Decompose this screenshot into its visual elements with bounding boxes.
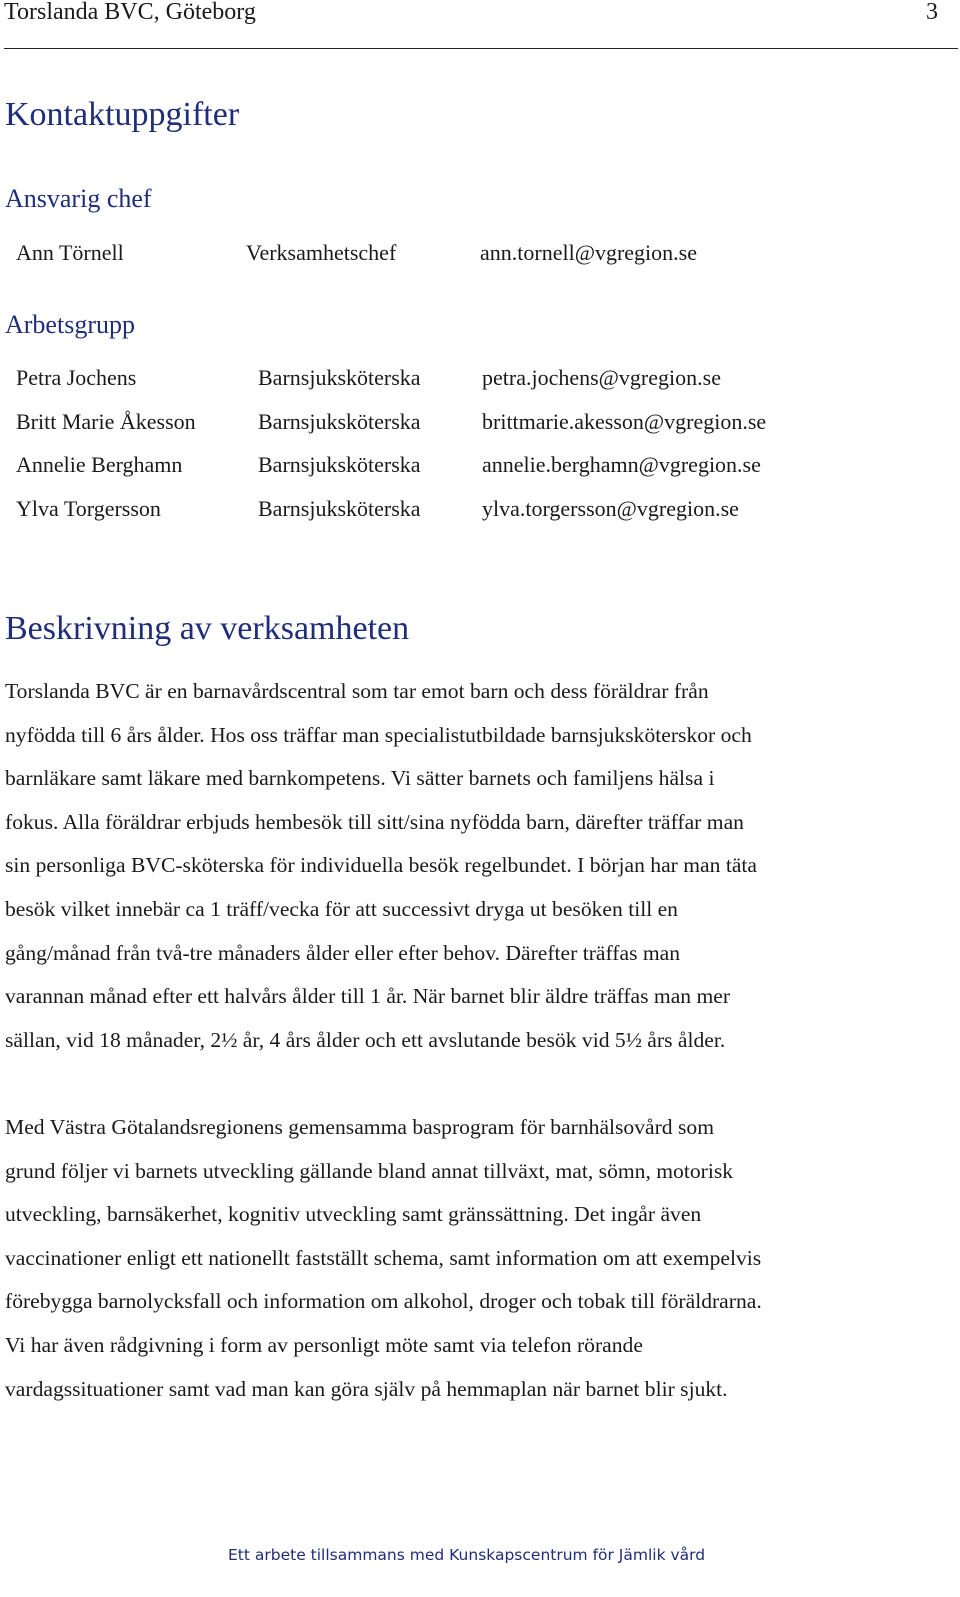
header-divider [4, 48, 958, 49]
member-name: Ylva Torgersson [16, 496, 161, 521]
group-member-row [0, 494, 960, 524]
group-member-row [0, 407, 960, 437]
member-role: Barnsjuksköterska [258, 452, 421, 477]
paragraph-line: besök vilket innebär ca 1 träff/vecka för att successivt dryga ut besöken till en [5, 896, 678, 921]
chef-role: Verksamhetschef [246, 240, 397, 265]
paragraph-line: sällan, vid 18 månader, 2½ år, 4 års ålder och ett avslutande besök vid 5½ års ålder. [5, 1027, 726, 1052]
group-heading: Arbetsgrupp [5, 310, 135, 339]
contact-heading: Kontaktuppgifter [5, 96, 240, 133]
member-name: Petra Jochens [16, 365, 137, 390]
member-email: petra.jochens@vgregion.se [482, 365, 721, 390]
paragraph-line: förebygga barnolycksfall och information om alkohol, droger och tobak till föräldrarna. [5, 1289, 762, 1314]
paragraph-line: grund följer vi barnets utveckling gällande bland annat tillväxt, mat, sömn, motorisk [5, 1158, 734, 1183]
member-email: annelie.berghamn@vgregion.se [482, 452, 761, 477]
paragraph-line: vardagssituationer samt vad man kan göra själv på hemmaplan när barnet blir sjukt. [5, 1376, 728, 1401]
paragraph-line: nyfödda till 6 års ålder. Hos oss träffar man specialistutbildade barnsjuksköterskor och [5, 722, 752, 747]
chef-heading: Ansvarig chef [5, 184, 152, 213]
page-number: 3 [926, 0, 938, 25]
page-footer: Ett arbete tillsammans med Kunskapscentrum för Jämlik vård [228, 1546, 706, 1564]
paragraph-line: Vi har även rådgivning i form av personligt möte samt via telefon rörande [5, 1332, 643, 1357]
member-email: brittmarie.akesson@vgregion.se [482, 409, 767, 434]
member-email: ylva.torgersson@vgregion.se [482, 496, 739, 521]
paragraph-line: Torslanda BVC är en barnavårdscentral som tar emot barn och dess föräldrar från [5, 679, 709, 703]
paragraph-line: vaccinationer enligt ett nationellt fastställt schema, samt information om att exempelvis [5, 1245, 762, 1270]
group-member-row [0, 450, 960, 480]
paragraph-line: utveckling, barnsäkerhet, kognitiv utveckling samt gränssättning. Det ingår även [5, 1202, 702, 1227]
member-name: Britt Marie Åkesson [16, 409, 196, 434]
member-role: Barnsjuksköterska [258, 496, 421, 521]
chef-email: ann.tornell@vgregion.se [480, 240, 697, 265]
paragraph-line: Med Västra Götalandsregionens gemensamma basprogram för barnhälsovård som [5, 1115, 714, 1139]
description-paragraph-1 [5, 670, 945, 1062]
chef-row [0, 238, 960, 268]
description-paragraph-2 [5, 1106, 945, 1411]
chef-name: Ann Törnell [16, 240, 124, 265]
paragraph-line: varannan månad efter ett halvårs ålder till 1 år. När barnet blir äldre träffas man mer [5, 984, 731, 1009]
paragraph-line: fokus. Alla föräldrar erbjuds hembesök till sitt/sina nyfödda barn, därefter träffar man [5, 809, 744, 834]
page-header-title: Torslanda BVC, Göteborg [4, 0, 256, 25]
paragraph-line: barnläkare samt läkare med barnkompetens. Vi sätter barnets och familjens hälsa i [5, 766, 715, 791]
member-name: Annelie Berghamn [16, 452, 183, 477]
paragraph-line: sin personliga BVC-sköterska för individuella besök regelbundet. I början har man täta [5, 853, 757, 878]
paragraph-line: gång/månad från två-tre månaders ålder eller efter behov. Därefter träffas man [5, 940, 681, 965]
member-role: Barnsjuksköterska [258, 365, 421, 390]
description-heading: Beskrivning av verksamheten [5, 610, 410, 647]
member-role: Barnsjuksköterska [258, 409, 421, 434]
group-member-row [0, 363, 960, 393]
